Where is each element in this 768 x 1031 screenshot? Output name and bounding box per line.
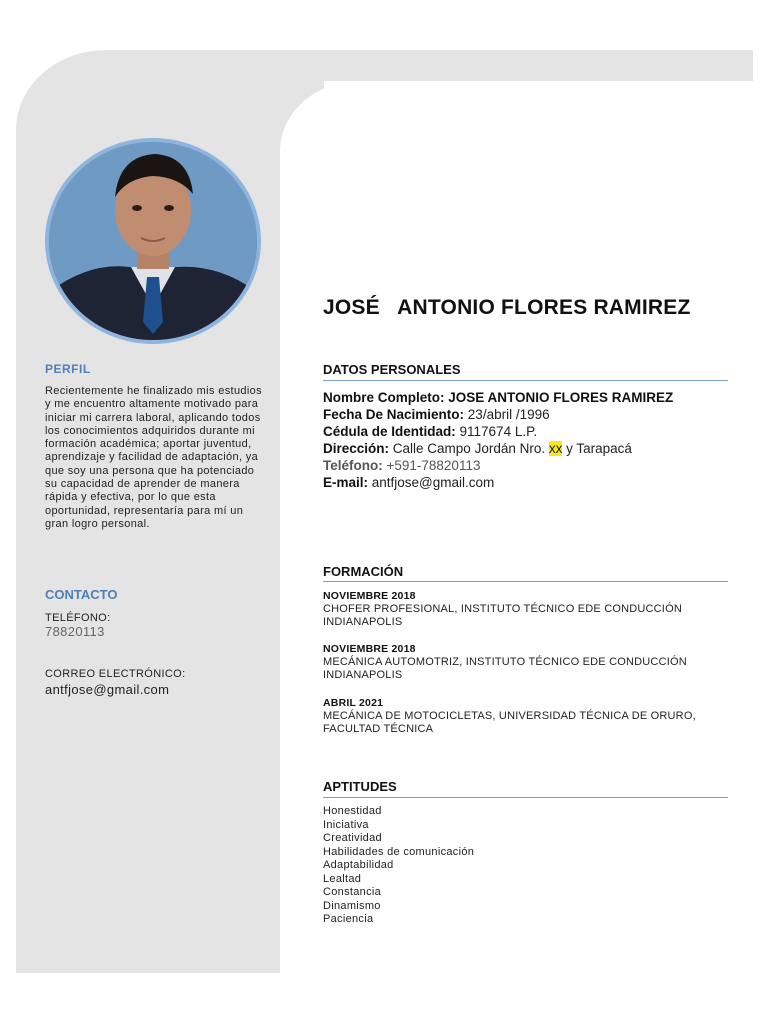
phone-label: TELÉFONO: [45,612,111,624]
personal-heading: DATOS PERSONALES [323,362,461,377]
education-heading: FORMACIÓN [323,564,404,579]
full-name-title: JOSÉ ANTONIO FLORES RAMIREZ [323,296,691,319]
phone-row: Teléfono: +591-78820113 [323,458,481,473]
email-value: antfjose@gmail.com [45,682,170,697]
contacto-heading: CONTACTO [45,587,118,602]
email-label: CORREO ELECTRÓNICO: [45,668,186,680]
id-row: Cédula de Identidad: 9117674 L.P. [323,424,538,439]
skills-list [323,805,474,927]
phone-value: 78820113 [45,624,105,639]
perfil-heading: PERFIL [45,362,91,376]
skills-divider [323,797,728,798]
skills-heading: APTITUDES [323,779,397,794]
education-item: NOVIEMBRE 2018 CHOFER PROFESIONAL, INSTITUTO TÉCNICO EDE CONDUCCIÓN INDIANAPOLIS [323,590,682,628]
personal-divider [323,380,728,381]
education-item: NOVIEMBRE 2018 MECÁNICA AUTOMOTRIZ, INSTITUTO TÉCNICO EDE CONDUCCIÓN INDIANAPOLIS [323,643,687,681]
skill-item: Habilidades de comunicación [323,845,475,858]
skill-item: Lealtad [323,872,362,885]
profile-photo [45,138,261,344]
education-divider [323,581,728,582]
birth-row: Fecha De Nacimiento: 23/abril /1996 [323,407,550,422]
perfil-text: Recientemente he finalizado mis estudios y me encuentro altamente motivado para iniciar mi carrera laboral, aplicando todos los conocimientos adquiridos durante mi formación académica; aportar juventud, aprendizaje y facilidad de adaptación, ya que soy una persona que ha potenciado su capacidad de aprender de manera rápida y efectiva, por lo que esta oportunidad, representaría para mí un gran logro personal. [45,385,263,530]
personal-data [323,389,673,491]
skill-item: Adaptabilidad [323,859,394,871]
skill-item: Honestidad [323,805,382,817]
full-name-row: Nombre Completo: JOSE ANTONIO FLORES RAMIREZ [323,390,674,405]
skill-item: Dinamismo [323,899,381,912]
skill-item: Constancia [323,886,382,898]
education-item: ABRIL 2021 MECÁNICA DE MOTOCICLETAS, UNIVERSIDAD TÉCNICA DE ORURO, FACULTAD TÉCNICA [323,697,696,735]
skill-item: Creatividad [323,832,382,844]
email-row: E-mail: antfjose@gmail.com [323,475,495,490]
skill-item: Iniciativa [323,818,369,831]
header-band [280,50,753,81]
address-row: Dirección: Calle Campo Jordán Nro. xx y Tarapacá [323,441,632,456]
skill-item: Paciencia [323,913,374,925]
